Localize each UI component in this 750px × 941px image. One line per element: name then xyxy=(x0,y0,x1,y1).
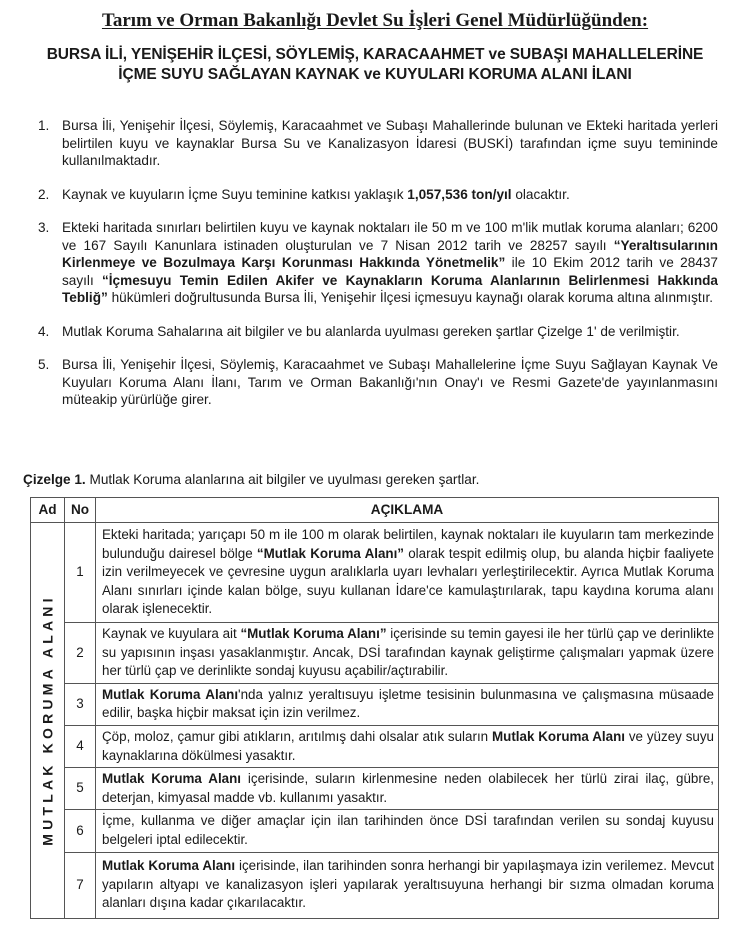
numbered-list xyxy=(38,117,718,425)
list-item xyxy=(38,186,718,204)
list-item xyxy=(38,323,718,341)
text-segment: hükümleri doğrultusunda Bursa İli, Yenişehir İlçesi içmesuyu kaynağı olarak koruma altına alınmıştır. xyxy=(107,290,714,305)
row-number: 5 xyxy=(65,768,96,810)
row-number: 3 xyxy=(65,683,96,725)
table-row xyxy=(31,725,719,767)
table-row xyxy=(31,523,719,623)
header-description: AÇIKLAMA xyxy=(96,498,719,523)
item-text xyxy=(62,219,718,307)
row-description xyxy=(96,852,719,918)
text-segment: Ekteki haritada sınırları belirtilen kuyu ve kaynak noktaları ile 50 m ve 100 m'lik mutlak koruma alanları; 6200 ve 167 Sayılı Kanunlara istinaden oluşturulan ve 7 Nisan 2012 tarih ve 28257 sayılı xyxy=(62,220,718,253)
text-segment: Kaynak ve kuyulara ait xyxy=(102,626,241,641)
text-segment: olacaktır. xyxy=(511,186,570,202)
list-item xyxy=(38,219,718,307)
row-number: 4 xyxy=(65,725,96,767)
item-number: 1. xyxy=(38,118,50,133)
table-row xyxy=(31,768,719,810)
table-row xyxy=(31,683,719,725)
table-row xyxy=(31,623,719,684)
text-segment: 'nda yalnız yeraltısuyu işletme tesisinin bulunmasına ve çalışmasına müsaade edilir, başka hiçbir maksat için izin verilmez. xyxy=(102,686,714,721)
text-segment: olarak tespit edilmiş olup, bu alanda hiçbir faaliyete izin verilmeyecek ve çevresine uygun aralıklarla uyarı levhaları yerleştirilecektir. Ayrıca Mutlak Koruma Alanı sınırları içinde kalan bölge, suyu kullanan İdare'ce kamulaştırılarak, tapu kaydına koruma alanı olarak işlenecektir. xyxy=(102,545,714,617)
header-no: No xyxy=(65,498,96,523)
emphasis: Mutlak Koruma Alanı xyxy=(102,771,242,787)
item-number: 5. xyxy=(38,357,50,372)
table-header-row xyxy=(31,498,719,523)
issuing-authority xyxy=(0,10,750,32)
item-number: 2. xyxy=(38,186,50,202)
emphasis: Mutlak Koruma Alanı xyxy=(491,728,625,744)
zone-name: MUTLAK KORUMA ALANI xyxy=(39,594,56,846)
text-segment: içerisinde, suların kirlenmesine neden olabilecek her türlü zirai ilaç, gübre, deterjan, kimyasal madde vb. kullanımı yasaktır. xyxy=(102,771,714,805)
row-description xyxy=(96,623,719,684)
title-line-2: İÇME SUYU SAĞLAYAN KAYNAK ve KUYULARI KORUMA ALANI İLANI xyxy=(118,66,632,83)
zone-name-cell xyxy=(31,523,65,919)
caption-text: Mutlak Koruma alanlarına ait bilgiler ve uyulması gereken şartlar. xyxy=(85,472,480,487)
caption-label: Çizelge 1. xyxy=(23,472,86,487)
item-text: Bursa İli, Yenişehir İlçesi, Söylemiş, Karacaahmet ve Subaşı Mahallelerine İçme Suyu Sağlayan Kaynak Ve Kuyuları Koruma Alanı İlanı, Tarım ve Orman Bakanlığı'nın Onay'ı ve Resmi Gazete'de yayınlanmasını müteakip yürürlüğe girer. xyxy=(62,357,718,407)
text-segment: Çöp, moloz, çamur gibi atıkların, arıtılmış dahi olsalar atık suların xyxy=(102,728,492,744)
row-description xyxy=(96,523,719,623)
table-row xyxy=(31,810,719,852)
list-item xyxy=(38,117,718,170)
text-segment: içerisinde, ilan tarihinden sonra herhangi bir yapılaşmaya izin verilemez. Mevcut yapıların altyapı ve kanalizasyon işleri yapılarak yeraltısuyuna herhangi bir sızma olmadan koruma alanları dışına kadar çıkarılacaktır. xyxy=(102,858,714,911)
list-item xyxy=(38,356,718,409)
title-line-1: BURSA İLİ, YENİŞEHİR İLÇESİ, SÖYLEMİŞ, KARACAAHMET ve SUBAŞI MAHALLELERİNE xyxy=(46,46,704,63)
text-segment: Ekteki haritada; yarıçapı 50 m ile 100 m olarak belirtilen, kaynak noktaları ile kuyuların tam merkezinde bulunduğu dairesel bölge xyxy=(102,527,714,561)
communique-title: “İçmesuyu Temin Edilen Akifer ve Kaynakların Koruma Alanlarının Belirlenmesi Hakkında Tebliğ” xyxy=(62,272,718,305)
text-segment: ile 10 Ekim 2012 tarih ve 28437 sayılı xyxy=(62,255,718,288)
row-number: 1 xyxy=(65,523,96,623)
row-description xyxy=(96,725,719,767)
emphasis: “Mutlak Koruma Alanı” xyxy=(240,626,387,641)
emphasis: “Mutlak Koruma Alanı” xyxy=(256,545,404,561)
table-row xyxy=(31,852,719,918)
item-text: Bursa İli, Yenişehir İlçesi, Söylemiş, Karacaahmet ve Subaşı Mahallerinde bulunan ve Ekteki haritada yerleri belirtilen kuyu ve kaynaklar Bursa Su ve Kanalizasyon İdaresi (BUSKİ) tarafından içme suyu temininde kullanılmaktadır. xyxy=(62,118,718,168)
item-text: Mutlak Koruma Sahalarına ait bilgiler ve bu alanlarda uyulması gereken şartlar Çizelge 1' de verilmiştir. xyxy=(62,323,680,339)
item-number: 3. xyxy=(38,220,50,235)
row-number: 7 xyxy=(65,852,96,918)
item-number: 4. xyxy=(38,323,50,339)
announcement-title xyxy=(0,45,750,85)
text-segment: içerisinde su temin gayesi ile her türlü çap ve derinlikte su yapısının inşası yasaklanmıştır. Ancak, DSİ tarafından kaynak geliştirme çalışmaları yapmak üzere her türlü çap ve derinlikte sondaj kuyusu açabilir/açtırabilir. xyxy=(102,626,715,679)
header-ad: Ad xyxy=(31,498,65,523)
authority-text: Tarım ve Orman Bakanlığı Devlet Su İşleri Genel Müdürlüğünden: xyxy=(101,10,649,31)
emphasis: Mutlak Koruma Alanı xyxy=(102,686,239,702)
row-number: 2 xyxy=(65,623,96,684)
row-description xyxy=(96,768,719,810)
row-description xyxy=(96,810,719,852)
text-segment: Kaynak ve kuyuların İçme Suyu teminine katkısı yaklaşık xyxy=(62,186,408,202)
item-text xyxy=(62,186,718,204)
text-segment: ve yüzey suyu kaynaklarına dökülmesi yasaktır. xyxy=(102,728,714,763)
row-number: 6 xyxy=(65,810,96,852)
regulation-title: “Yeraltısularının Kirlenmeye ve Bozulmaya Karşı Korunması Hakkında Yönetmelik” xyxy=(62,237,718,270)
protection-rules-table xyxy=(30,497,719,919)
text-segment: İçme, kullanma ve diğer amaçlar için ilan tarihinden önce DSİ tarafından verilen su sondaj kuyusu belgeleri iptal edilecektir. xyxy=(102,813,714,847)
table-caption xyxy=(23,472,479,487)
emphasis: Mutlak Koruma Alanı xyxy=(102,858,236,874)
row-description xyxy=(96,683,719,725)
water-contribution-value: 1,057,536 ton/yıl xyxy=(407,186,512,202)
